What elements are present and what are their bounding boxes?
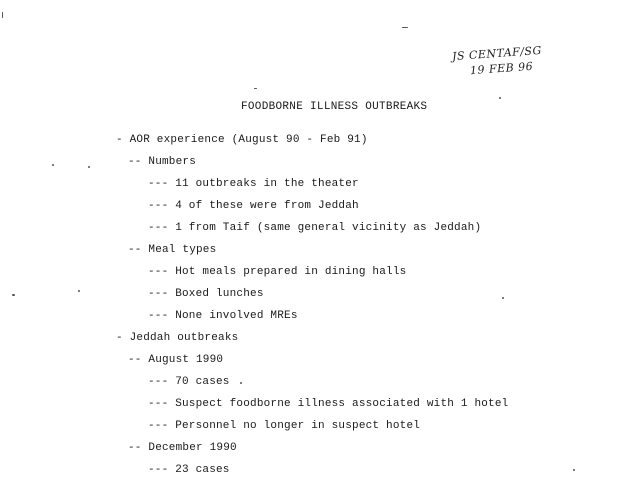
outline-item-suspect-hotel: --- Suspect foodborne illness associated with 1 hotel [148,398,509,410]
outline-item-hot-meals: --- Hot meals prepared in dining halls [148,266,407,278]
outline-item-23-cases: --- 23 cases [148,464,230,476]
document-title: FOODBORNE ILLNESS OUTBREAKS [241,101,428,113]
outline-item-jeddah-count: --- 4 of these were from Jeddah [148,200,359,212]
outline-item-december-1990: -- December 1990 [128,442,237,454]
scan-speck [254,88,257,89]
outline-item-mres: --- None involved MREs [148,310,298,322]
outline-item-august-1990: -- August 1990 [128,354,224,366]
outline-item-70-cases: --- 70 cases [148,376,230,388]
scan-speck [240,382,242,384]
outline-item-aor-experience: - AOR experience (August 90 - Feb 91) [116,134,368,146]
scan-speck [78,290,80,292]
outline-item-numbers: -- Numbers [128,156,197,168]
outline-item-outbreaks-theater: --- 11 outbreaks in the theater [148,178,359,190]
scan-speck [52,164,54,166]
scan-speck [402,27,408,28]
scan-speck [88,166,90,168]
scan-speck [502,297,504,299]
outline-item-meal-types: -- Meal types [128,244,217,256]
outline-item-taif: --- 1 from Taif (same general vicinity as Jeddah) [148,222,482,234]
handwritten-annotation-line2: 19 FEB 96 [469,59,534,78]
outline-item-personnel: --- Personnel no longer in suspect hotel [148,420,421,432]
outline-item-boxed-lunches: --- Boxed lunches [148,288,264,300]
scan-speck [12,294,15,296]
outline-item-jeddah-outbreaks: - Jeddah outbreaks [116,332,239,344]
handwritten-annotation-line1: JS CENTAF/SG [451,43,543,64]
scan-speck [573,469,575,471]
scan-speck [499,97,501,99]
scan-speck [2,12,3,18]
